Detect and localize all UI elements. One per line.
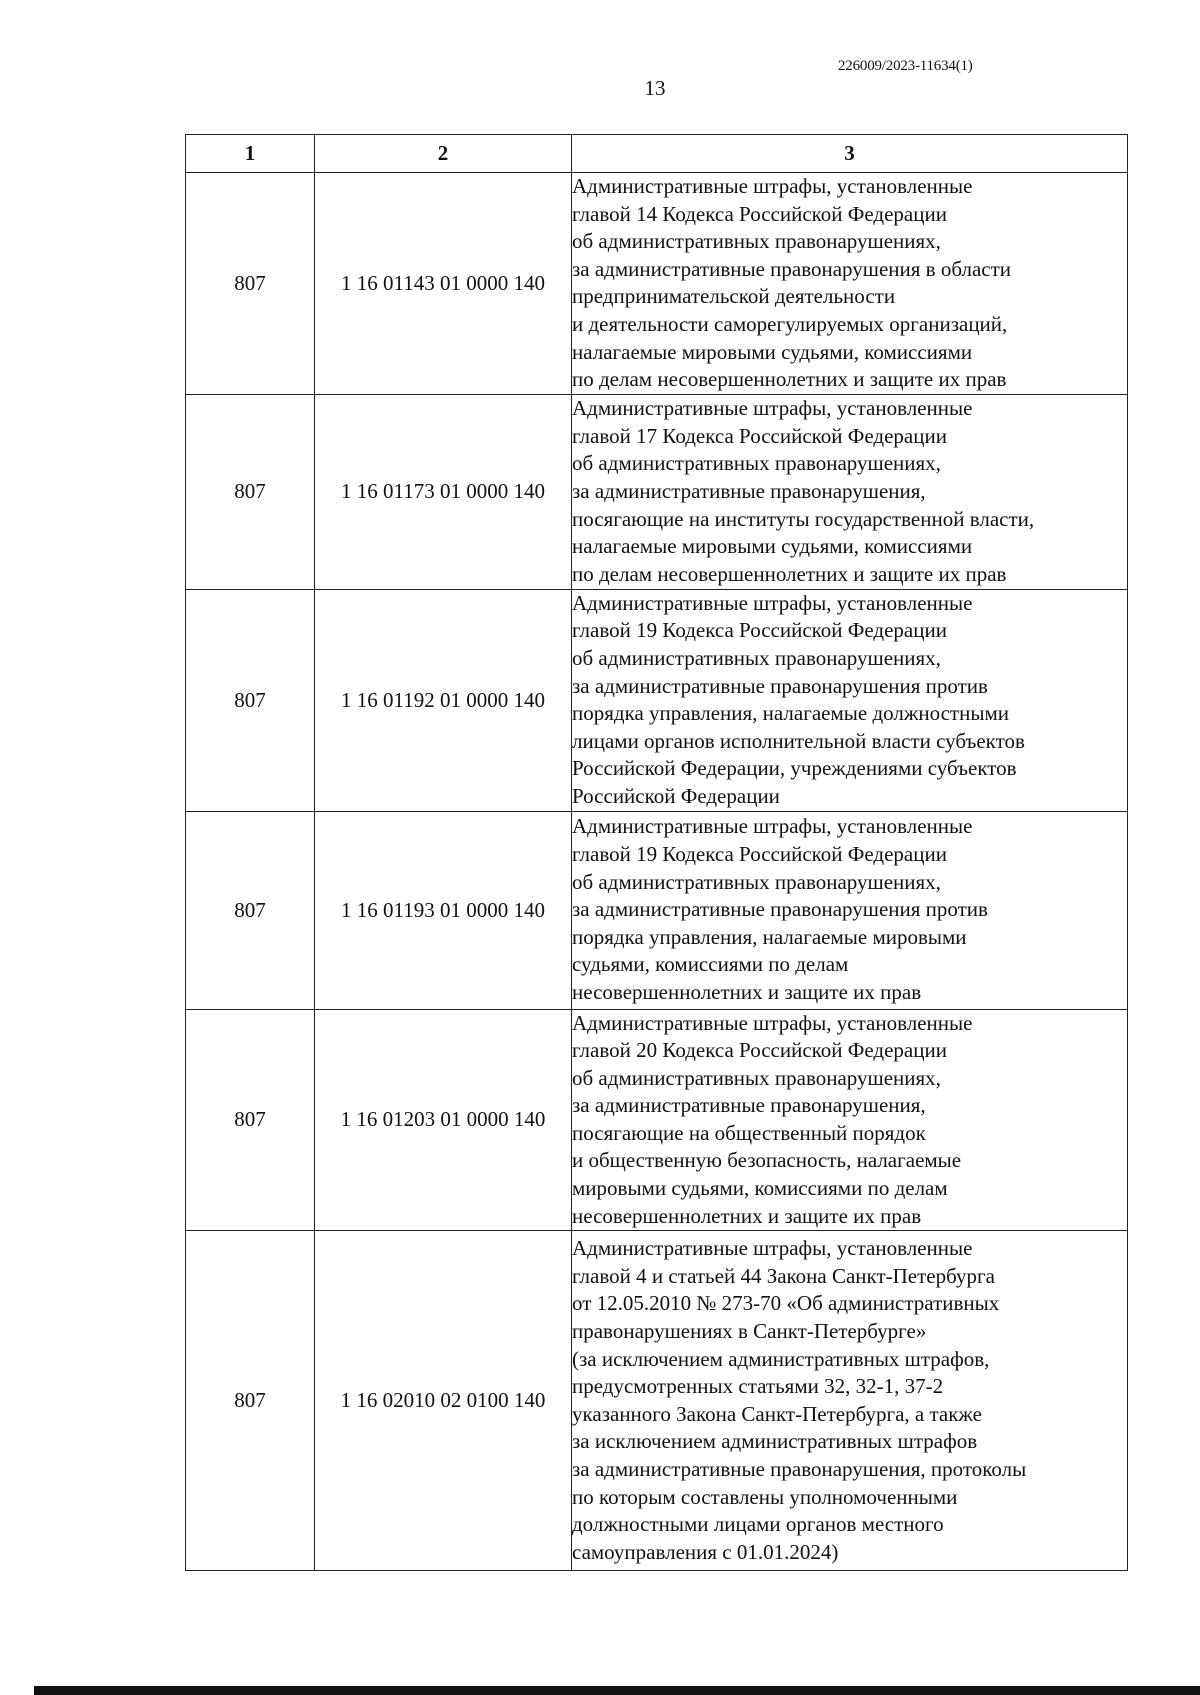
admin-code-cell: 807	[186, 811, 315, 1009]
budget-code-cell: 1 16 02010 02 0100 140	[315, 1231, 572, 1571]
description-cell	[572, 394, 1128, 589]
table-row	[186, 811, 1128, 1009]
column-header-3: 3	[572, 135, 1128, 173]
description-line: посягающие на институты государственной власти,	[572, 506, 1035, 531]
description-line: Административные штрафы, установленные	[572, 814, 973, 839]
description-line: об административных правонарушениях,	[572, 869, 941, 894]
description-cell	[572, 589, 1128, 811]
description-line: лицами органов исполнительной власти субъектов	[572, 728, 1025, 753]
description-line: за административные правонарушения в области	[572, 256, 1012, 281]
description-cell	[572, 1009, 1128, 1231]
description-line: и общественную безопасность, налагаемые	[572, 1148, 962, 1173]
description-line: предусмотренных статьями 32, 32-1, 37-2	[572, 1374, 944, 1399]
description-line: Административные штрафы, установленные	[572, 1010, 973, 1035]
description-line: несовершеннолетних и защите их прав	[572, 979, 922, 1004]
table-row	[186, 589, 1128, 811]
description-line: Российской Федерации	[572, 783, 780, 808]
admin-code-cell: 807	[186, 394, 315, 589]
description-line: мировыми судьями, комиссиями по делам	[572, 1176, 948, 1201]
budget-codes-table	[185, 134, 1128, 1571]
admin-code-cell: 807	[186, 173, 315, 395]
description-line: по делам несовершеннолетних и защите их прав	[572, 367, 1007, 392]
description-line: главой 17 Кодекса Российской Федерации	[572, 423, 947, 448]
description-line: за административные правонарушения,	[572, 478, 926, 503]
description-line: порядка управления, налагаемые мировыми	[572, 924, 967, 949]
description-line: за административные правонарушения против	[572, 673, 988, 698]
budget-code-cell: 1 16 01203 01 0000 140	[315, 1009, 572, 1231]
page-number: 13	[644, 76, 666, 100]
table-body	[186, 173, 1128, 1571]
description-line: Российской Федерации, учреждениями субъектов	[572, 756, 1017, 781]
description-line: об административных правонарушениях,	[572, 645, 941, 670]
description-line: самоуправления с 01.01.2024)	[572, 1539, 839, 1564]
description-line: по делам несовершеннолетних и защите их прав	[572, 561, 1007, 586]
scan-edge-bar	[34, 1686, 1200, 1695]
description-line: должностными лицами органов местного	[572, 1512, 944, 1537]
description-line: главой 19 Кодекса Российской Федерации	[572, 842, 947, 867]
description-cell	[572, 811, 1128, 1009]
description-line: налагаемые мировыми судьями, комиссиями	[572, 339, 973, 364]
description-line: главой 20 Кодекса Российской Федерации	[572, 1038, 947, 1063]
description-line: главой 4 и статьей 44 Закона Санкт-Петербурга	[572, 1263, 995, 1288]
description-line: судьями, комиссиями по делам	[572, 952, 849, 977]
description-line: главой 19 Кодекса Российской Федерации	[572, 618, 947, 643]
budget-code-cell: 1 16 01192 01 0000 140	[315, 589, 572, 811]
description-line: за административные правонарушения, протоколы	[572, 1456, 1027, 1481]
description-cell	[572, 173, 1128, 395]
table-row	[186, 1009, 1128, 1231]
description-line: правонарушениях в Санкт-Петербурге»	[572, 1318, 927, 1343]
description-line: от 12.05.2010 № 273-70 «Об административных	[572, 1291, 1000, 1316]
budget-code-cell: 1 16 01193 01 0000 140	[315, 811, 572, 1009]
table-row	[186, 394, 1128, 589]
description-line: за административные правонарушения,	[572, 1093, 926, 1118]
description-line: налагаемые мировыми судьями, комиссиями	[572, 534, 973, 559]
description-line: порядка управления, налагаемые должностными	[572, 701, 1009, 726]
description-line: (за исключением административных штрафов,	[572, 1346, 990, 1371]
description-line: посягающие на общественный порядок	[572, 1120, 926, 1145]
column-header-1: 1	[186, 135, 315, 173]
description-line: главой 14 Кодекса Российской Федерации	[572, 201, 947, 226]
description-line: несовершеннолетних и защите их прав	[572, 1203, 922, 1228]
description-line: Административные штрафы, установленные	[572, 590, 973, 615]
document-id: 226009/2023-11634(1)	[838, 58, 973, 74]
description-line: за исключением административных штрафов	[572, 1429, 978, 1454]
admin-code-cell: 807	[186, 589, 315, 811]
description-line: об административных правонарушениях,	[572, 451, 941, 476]
table-row	[186, 173, 1128, 395]
budget-code-cell: 1 16 01173 01 0000 140	[315, 394, 572, 589]
description-line: Административные штрафы, установленные	[572, 1236, 973, 1261]
table-row	[186, 1231, 1128, 1571]
admin-code-cell: 807	[186, 1231, 315, 1571]
budget-code-cell: 1 16 01143 01 0000 140	[315, 173, 572, 395]
admin-code-cell: 807	[186, 1009, 315, 1231]
column-header-2: 2	[315, 135, 572, 173]
description-line: Административные штрафы, установленные	[572, 396, 973, 421]
description-line: указанного Закона Санкт-Петербурга, а также	[572, 1401, 982, 1426]
description-line: предпринимательской деятельности	[572, 284, 896, 309]
table-header-row	[186, 135, 1128, 173]
description-line: об административных правонарушениях,	[572, 1065, 941, 1090]
description-line: и деятельности саморегулируемых организаций,	[572, 311, 1008, 336]
description-cell	[572, 1231, 1128, 1571]
description-line: за административные правонарушения против	[572, 897, 988, 922]
description-line: Административные штрафы, установленные	[572, 174, 973, 198]
description-line: по которым составлены уполномоченными	[572, 1484, 958, 1509]
description-line: об административных правонарушениях,	[572, 229, 941, 254]
